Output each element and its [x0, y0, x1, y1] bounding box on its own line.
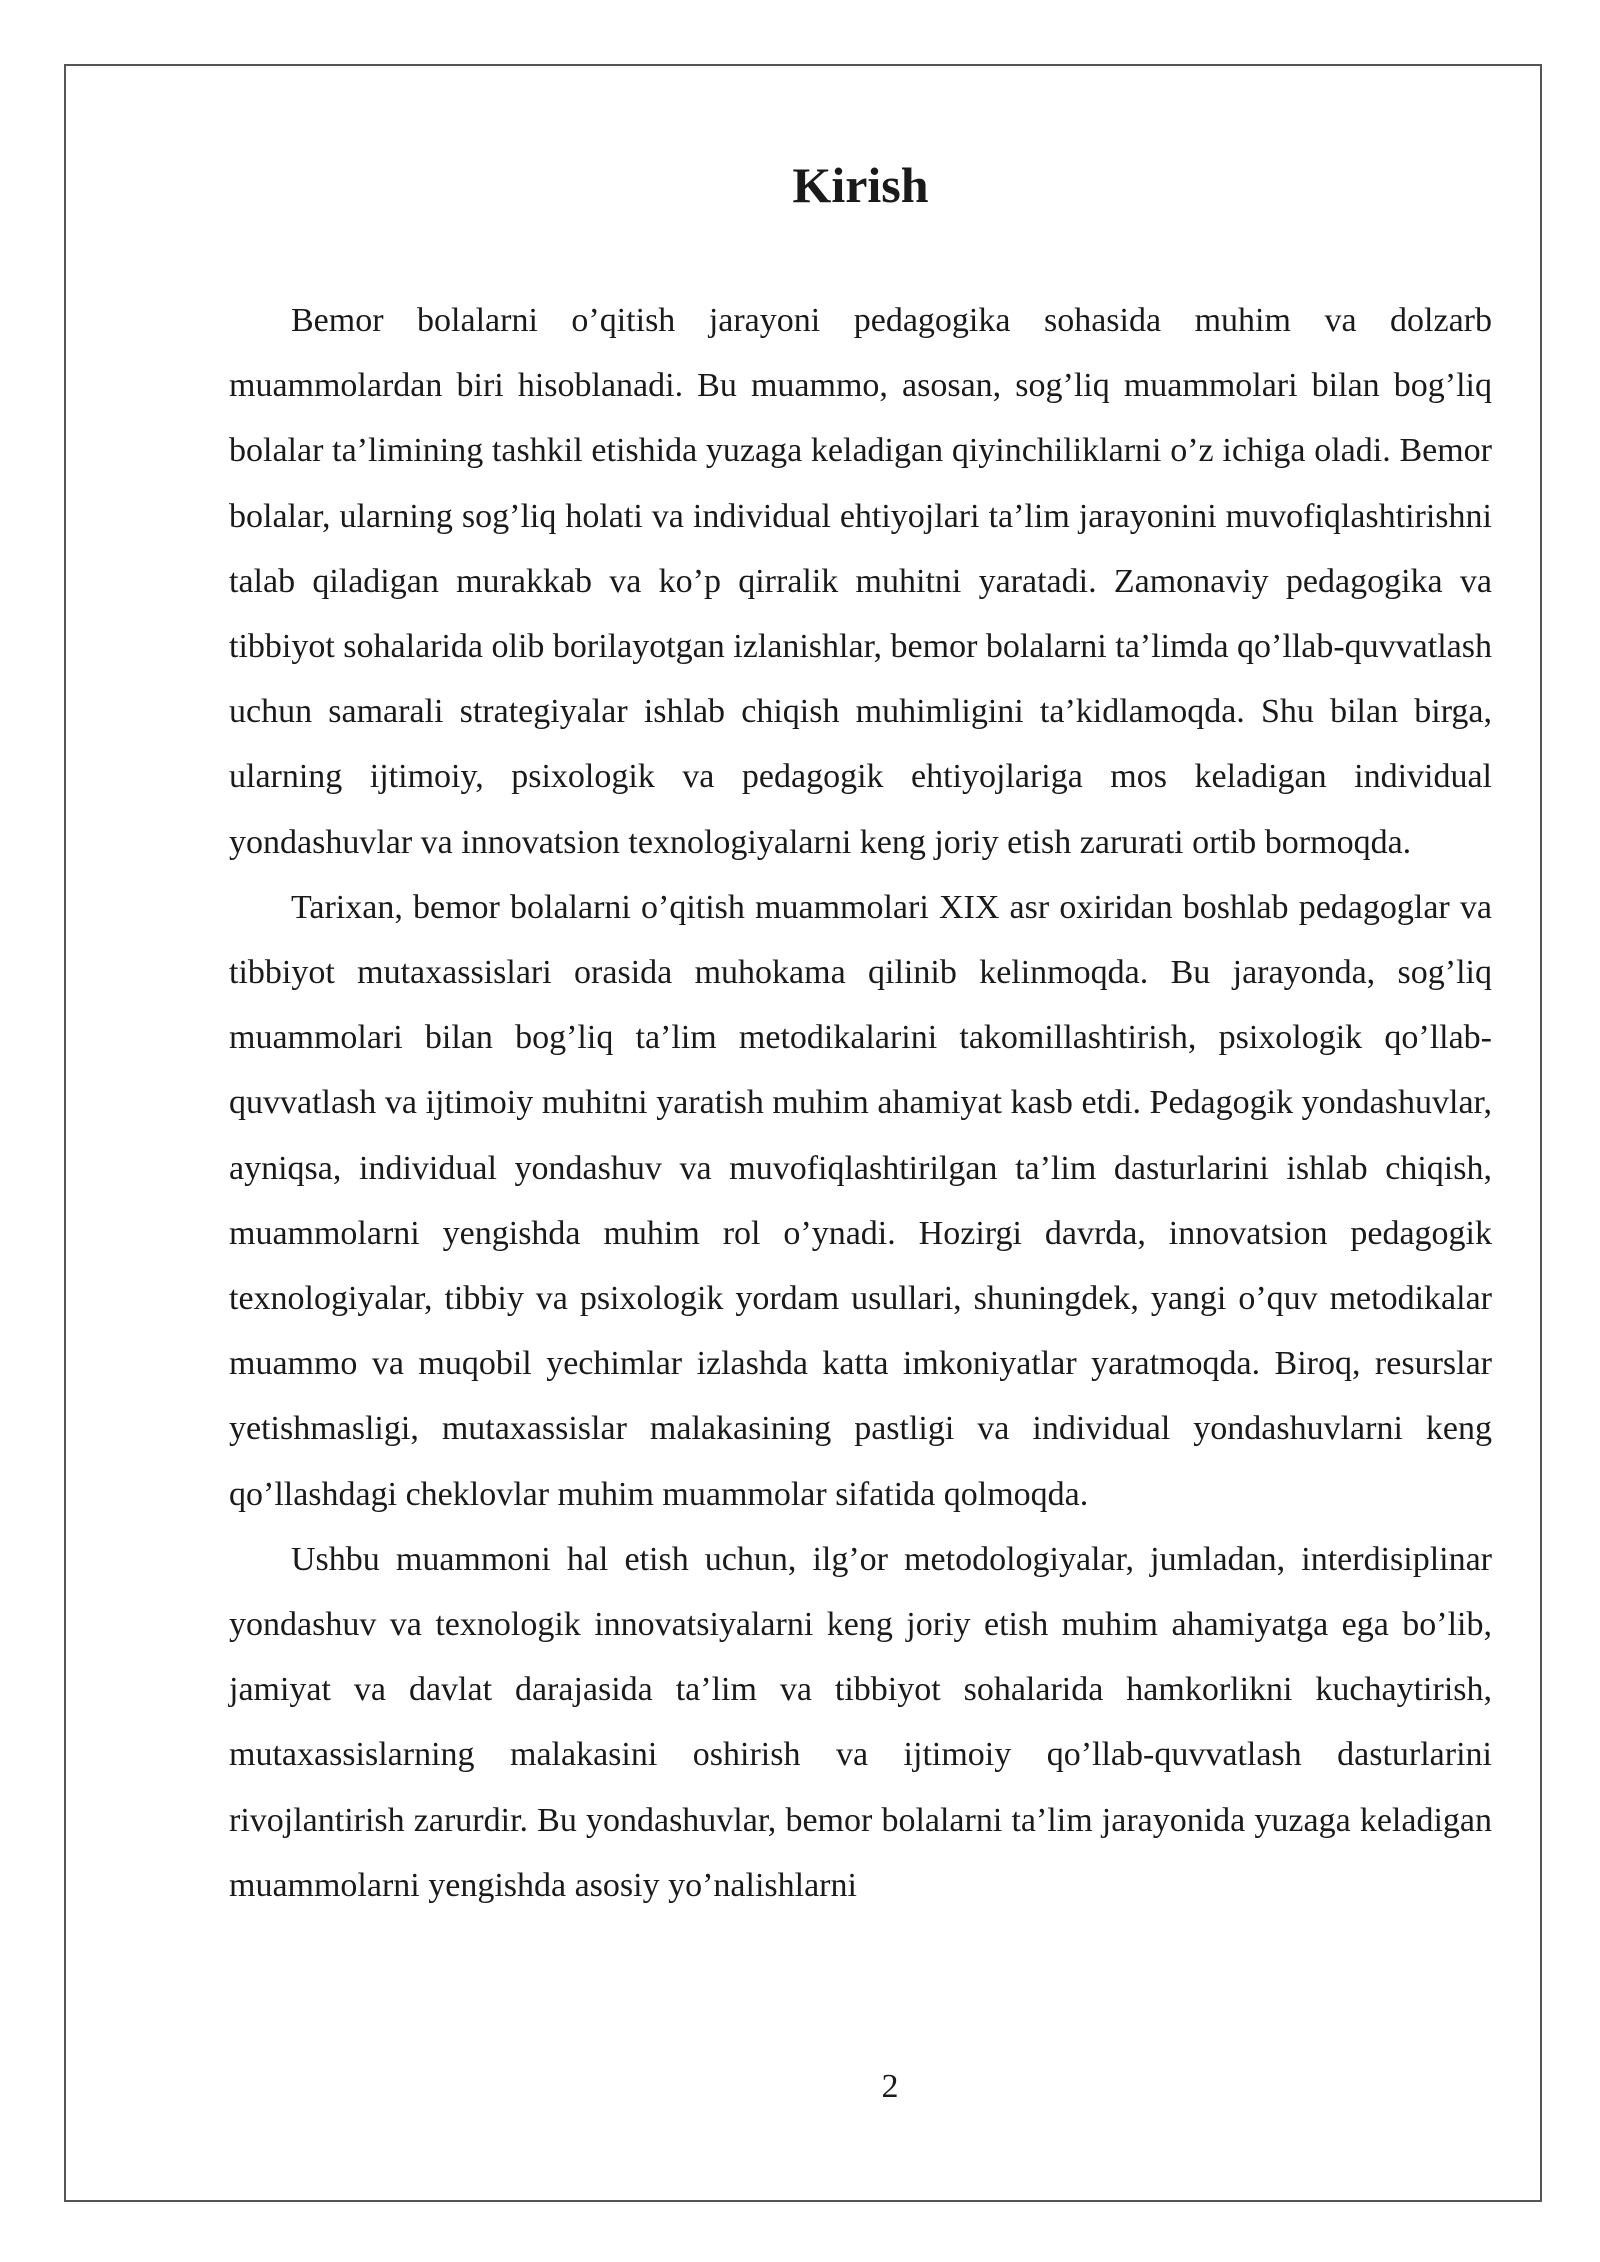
document-body [229, 150, 1492, 1918]
page-number: 2 [881, 2068, 899, 2105]
paragraph-2: Tarixan, bemor bolalarni o’qitish muammolari XIX asr oxiridan boshlab pedagoglar va tibbiyot mutaxassislari orasida muhokama qilinib kelinmoqda. Bu jarayonda, sog’liq muammolari bilan bog’liq ta’lim metodikalarini takomillashtirish, psixologik qo’llab-quvvatlash va ijtimoiy muhitni yaratish muhim ahamiyat kasb etdi. Pedagogik yondashuvlar, ayniqsa, individual yondashuv va muvofiqlashtirilgan ta’lim dasturlarini ishlab chiqish, muammolarni yengishda muhim rol o’ynadi. Hozirgi davrda, innovatsion pedagogik texnologiyalar, tibbiy va psixologik yordam usullari, shuningdek, yangi o’quv metodikalar muammo va muqobil yechimlar izlashda katta imkoniyatlar yaratmoqda. Biroq, resurslar yetishmasligi, mutaxassislar malakasining pastligi va individual yondashuvlarni keng qo’llashdagi cheklovlar muhim muammolar sifatida qolmoqda. [229, 888, 1492, 1513]
paragraph-1: Bemor bolalarni o’qitish jarayoni pedagogika sohasida muhim va dolzarb muammolardan biri hisoblanadi. Bu muammo, asosan, sog’liq muammolari bilan bog’liq bolalar ta’limining tashkil etishida yuzaga keladigan qiyinchiliklarni o’z ichiga oladi. Bemor bolalar, ularning sog’liq holati va individual ehtiyojlari ta’lim jarayonini muvofiqlashtirishni talab qiladigan murakkab va ko’p qirralik muhitni yaratadi. Zamonaviy pedagogika va tibbiyot sohalarida olib borilayotgan izlanishlar, bemor bolalarni ta’limda qo’llab-quvvatlash uchun samarali strategiyalar ishlab chiqish muhimligini ta’kidlamoqda. Shu bilan birga, ularning ijtimoiy, psixologik va pedagogik ehtiyojlariga mos keladigan individual yondashuvlar va innovatsion texnologiyalarni keng joriy etish zarurati ortib bormoqda. [229, 302, 1492, 861]
page-title: Kirish [792, 157, 929, 213]
paragraph-3: Ushbu muammoni hal etish uchun, ilg’or metodologiyalar, jumladan, interdisiplinar yondashuv va texnologik innovatsiyalarni keng joriy etish muhim ahamiyatga ega bo’lib, jamiyat va davlat darajasida ta’lim va tibbiyot sohalarida hamkorlikni kuchaytirish, mutaxassislarning malakasini oshirish va ijtimoiy qo’llab-quvvatlash dasturlarini rivojlantirish zarurdir. Bu yondashuvlar, bemor bolalarni ta’lim jarayonida yuzaga keladigan muammolarni yengishda asosiy yo’nalishlarni [229, 1540, 1492, 1904]
